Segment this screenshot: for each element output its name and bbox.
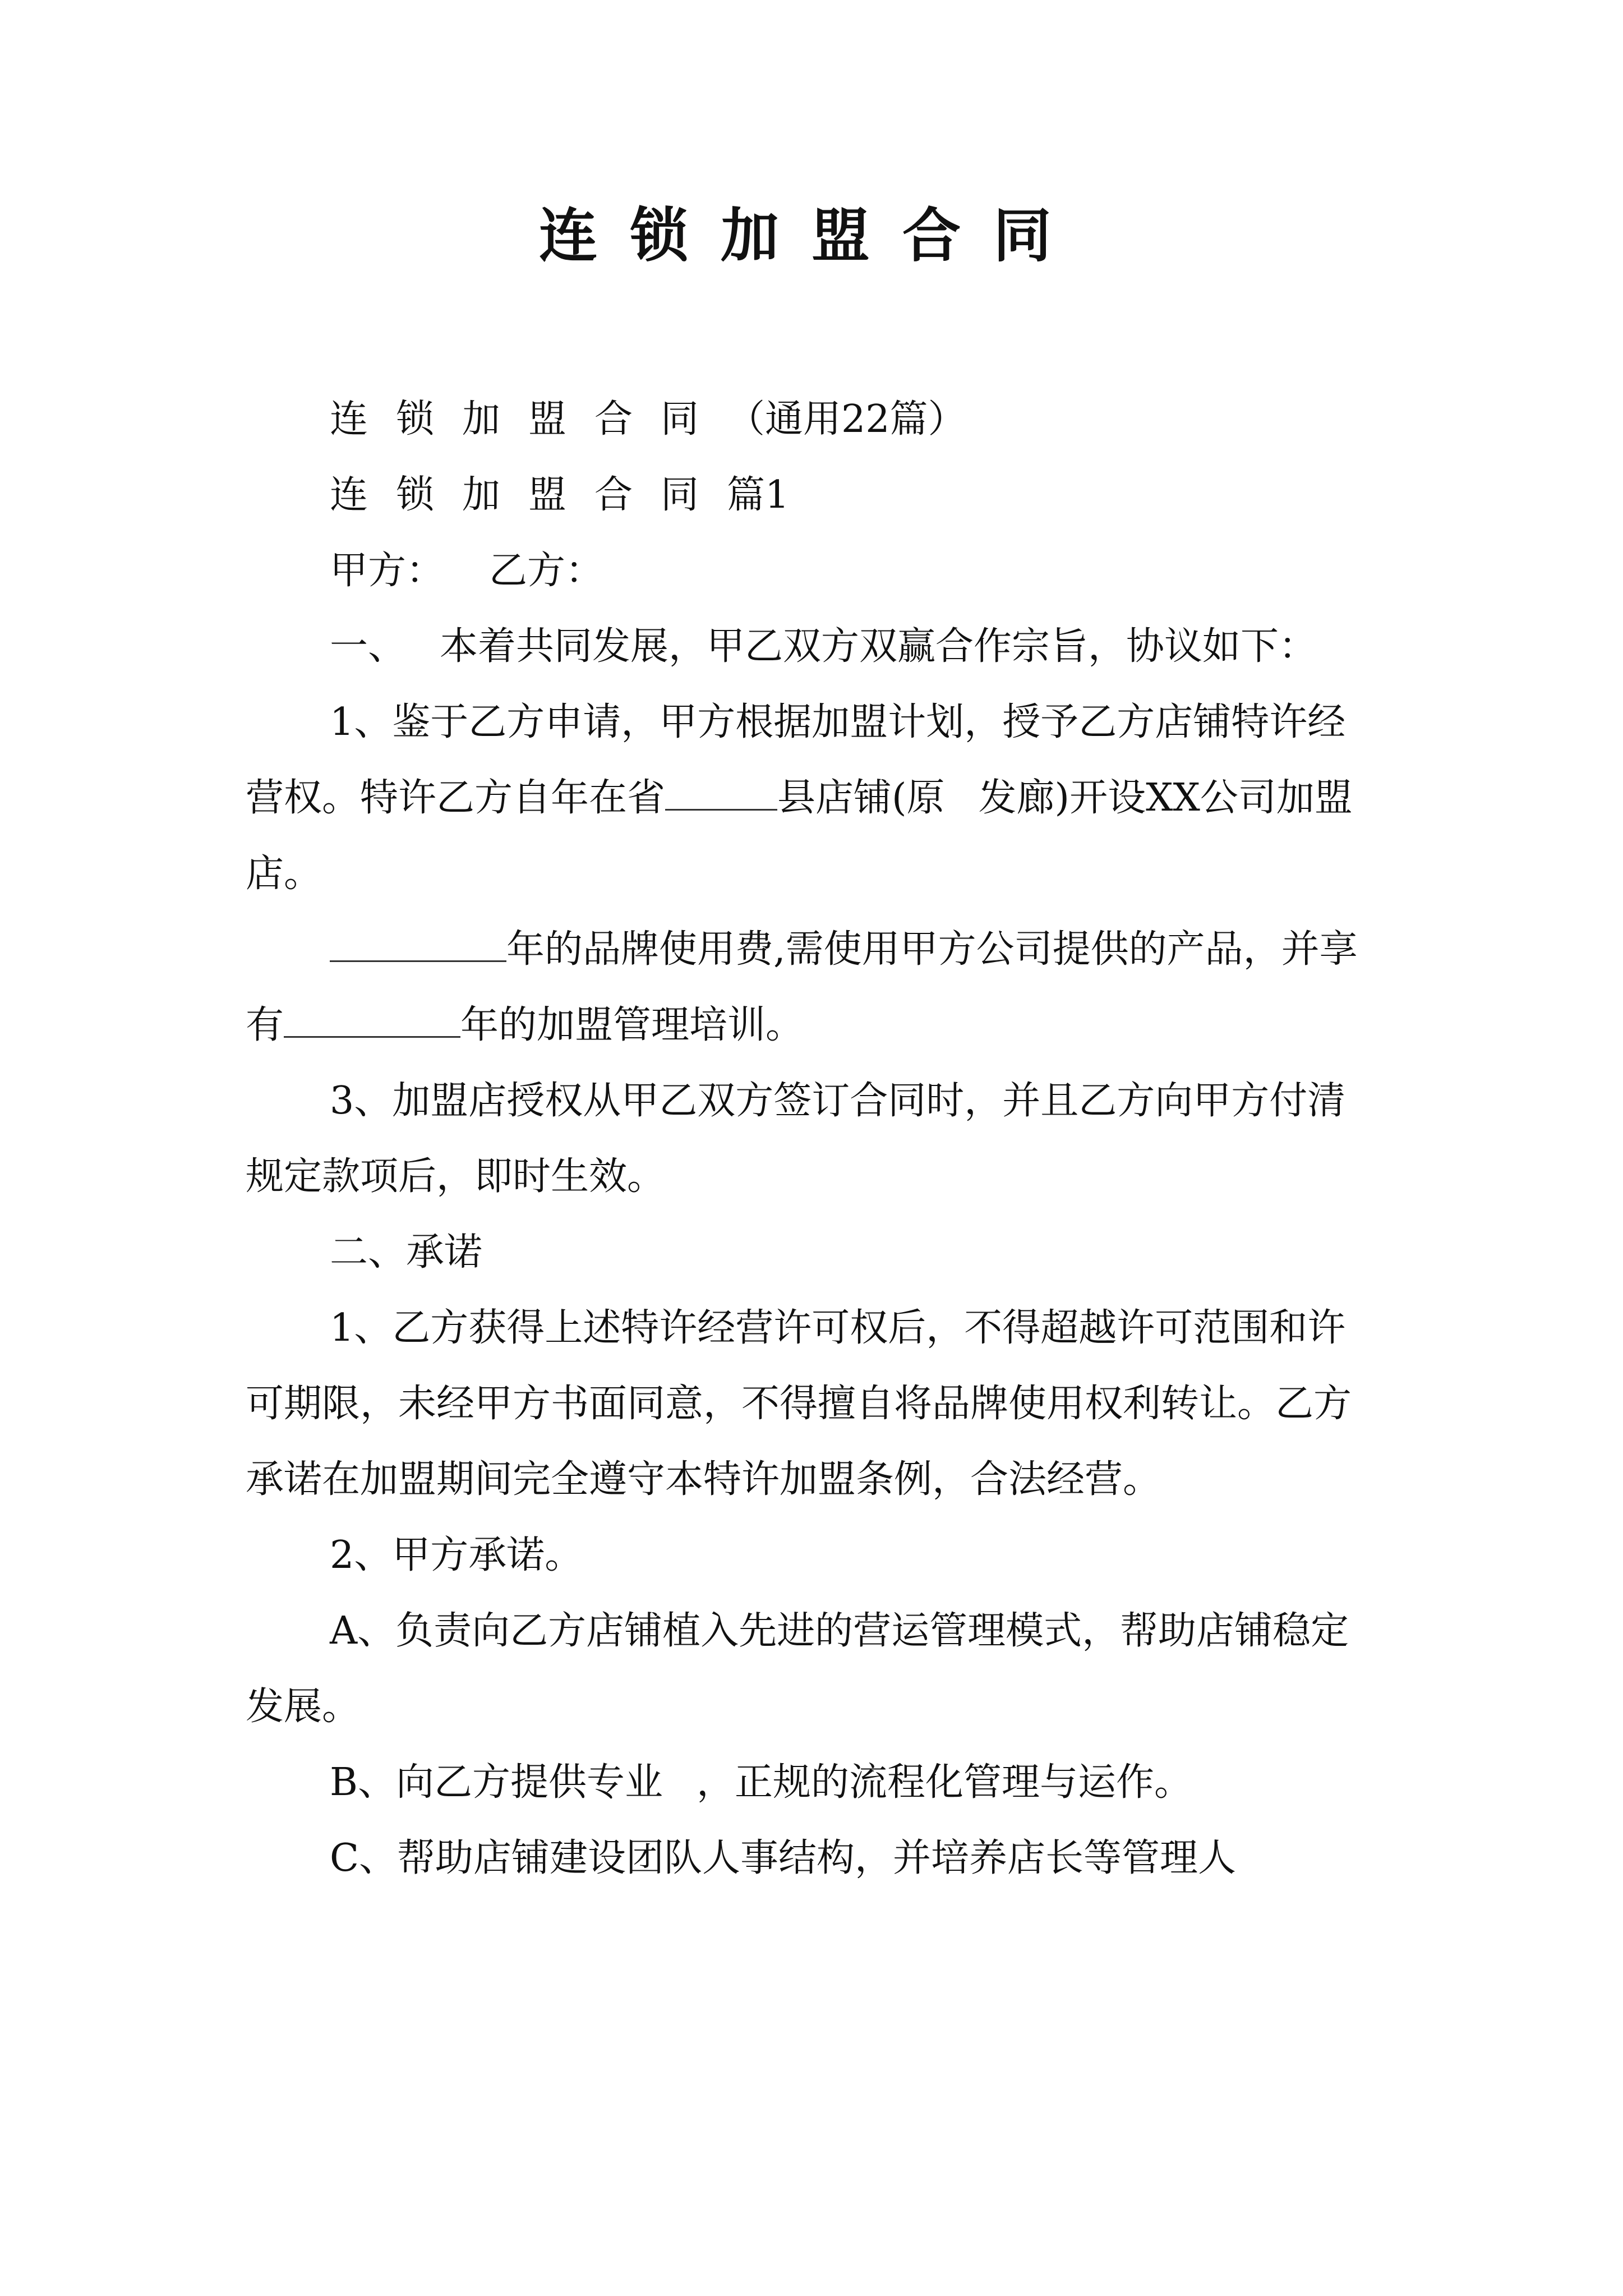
item-one-text-b: 县店铺(原	[777, 776, 945, 820]
subtitle-line	[246, 381, 1381, 457]
item-one-text-a: 1、鉴于乙方申请，甲方根据加盟计划，授予乙方店铺特许经营权。特许乙方自年在省	[246, 700, 1346, 820]
section-two-heading: 二、承诺	[330, 1230, 483, 1274]
commitment-b-text-2: ，正规的流程化管理与运作。	[696, 1760, 1192, 1805]
blank-line	[330, 923, 506, 962]
item-two-text-b: 年的加盟管理培训。	[460, 1003, 804, 1047]
part-name: 连锁加盟合同	[330, 473, 727, 517]
blank-line	[284, 999, 460, 1038]
section-one-number: 一、	[330, 624, 407, 669]
subtitle-suffix: （通用22篇）	[727, 397, 966, 441]
item-three-paragraph: 3、加盟店授权从甲乙双方签订合同时，并且乙方向甲方付清规定款项后，即时生效。	[246, 1079, 1346, 1199]
blank-line	[665, 772, 777, 811]
commitment-b-text-1: B、向乙方提供专业	[330, 1760, 663, 1805]
section-one-paragraph	[246, 609, 1381, 684]
item-two-paragraph	[246, 912, 1381, 1063]
commitment-c-paragraph: C、帮助店铺建设团队人事结构，并培养店长等管理人	[330, 1836, 1237, 1880]
party-b-label: 乙方：	[489, 549, 604, 593]
subtitle-name: 连锁加盟合同	[330, 397, 727, 441]
commitment-two-paragraph: 2、甲方承诺。	[330, 1533, 583, 1577]
document-title: 连锁加盟合同	[538, 201, 1084, 270]
parties-line	[246, 533, 1381, 609]
item-one-paragraph	[246, 684, 1381, 912]
item-two-text-a: 年的品牌使用费,需使用甲方公司提供的产品，并享有	[246, 927, 1358, 1047]
section-one-text: 本着共同发展，甲乙双方双赢合作宗旨，协议如下：	[440, 624, 1317, 669]
item-one-text-c: 发廊)开设XX公司加盟店。	[246, 776, 1353, 896]
commitment-a-paragraph: A、负责向乙方店铺植入先进的营运管理模式，帮助店铺稳定发展。	[246, 1609, 1349, 1729]
part-label: 篇1	[727, 473, 790, 517]
commitment-one-paragraph: 1、乙方获得上述特许经营许可权后，不得超越许可范围和许可期限，未经甲方书面同意，不得擅自将品牌使用权利转让。乙方承诺在加盟期间完全遵守本特许加盟条例，合法经营。	[246, 1306, 1352, 1502]
part-heading	[246, 457, 1381, 533]
document-body	[246, 381, 1381, 1896]
party-a-label: 甲方：	[330, 549, 445, 593]
commitment-b-paragraph	[246, 1745, 1381, 1820]
